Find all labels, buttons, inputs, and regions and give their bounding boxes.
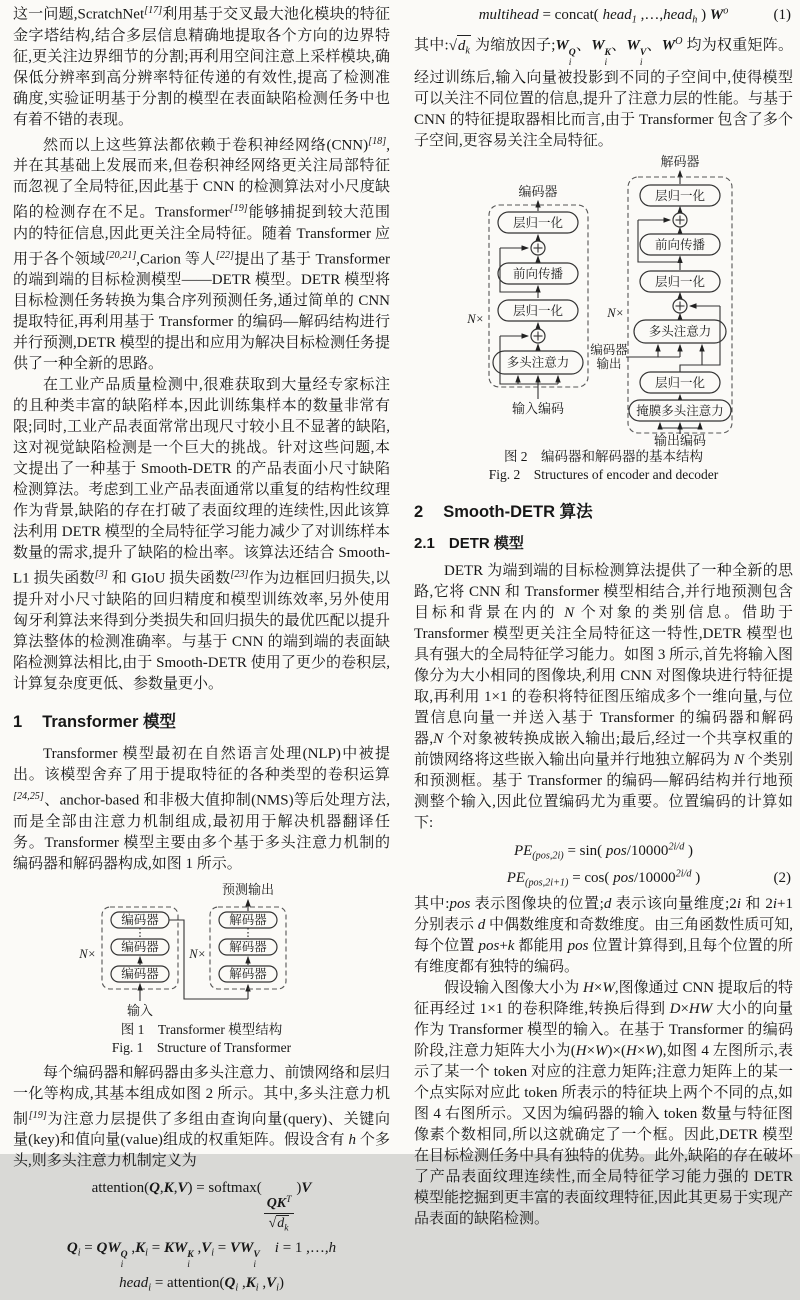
paragraph-multihead-intro: 每个编码器和解码器由多头注意力、前馈网络和层归一化等构成,其基本组成如图 2 所示。其中,多头注意力机制[19]为注意力层提供了多组由查询向量(query)、关键向量(key)和值向量(value)组成的权重矩阵。假设含有 h 个多头,则多头注意力机制定义为 [13, 1064, 390, 1170]
figure-1 [13, 881, 390, 1057]
fig2-multi-head-attention: 多头注意力 [506, 355, 570, 370]
fig2-layer-norm: 层归一化 [512, 304, 564, 319]
fig2-multi-head-attention: 多头注意力 [648, 324, 712, 339]
fig2-feed-forward: 前向传播 [654, 238, 706, 253]
fig1-dots: ⋮ [134, 926, 145, 939]
fig1-decoder-block: 解码器 [228, 939, 267, 954]
fig1-encoder-block: 编码器 [120, 912, 159, 927]
left-column [13, 0, 390, 1300]
fig2-layer-norm: 层归一化 [512, 216, 564, 231]
fig2-encoder-output-label: 输出 [596, 357, 622, 372]
formula-head: head$_i$ = $attention(Q_i$ $,K_i$ $,V_i$) [119, 1275, 284, 1294]
fig2-encoder-title: 编码器 [518, 184, 558, 200]
fig2-output-label: 输出编码 [653, 433, 707, 449]
fig1-output-label: 预测输出 [221, 881, 274, 897]
fig1-n-times-left: N× [78, 946, 96, 961]
paragraph-cnn-limits: 然而以上这些算法都依赖于卷积神经网络(CNN)[18],并在其基础上发展而来,但卷积神经网络更关注局部特征而忽视了全局特征,因此基于 CNN 的检测算法对小尺度缺陷的检测存在不足。Transformer[19]能够捕捉到较大范围内的特征信息,因此更关注全局特征。随着 Transformer 应用于各个领域[20,21],Carion 等人[22]提出了基于 Transformer 的端到端的目标检测模型——DETR 模型。DETR 模型将目标检测任务转换为集合序列预测任务,通过简单的 CNN 提取特征,再利用基于 Transformer 的编码—解码结构进行并行预测,DETR 模型的提出和应用为解决目标检测任务提供了一种全新的思路。 [13, 135, 390, 373]
figure-1-caption-en: Fig. 1 Structure of Transformer [111, 1039, 292, 1055]
section-2-1-heading [414, 532, 793, 553]
formula-pe-even: $PE_{(pos,2i)} = \sin$( pos/$10000^{2i/d}$ ) [513, 841, 694, 862]
section-title: Smooth-DETR 算法 [443, 503, 593, 522]
paragraph-scratchnet: 这一问题,ScratchNet[17]利用基于交叉最大池化模块的特征金字塔结构,结合多层信息精确地提取各个方向的边界特征,更关注边界细节的分割;再利用空间注意上采样模块,确保低分辨率到高分辨率特征传递的有效性,提高了检测准确度,实验证明基于分割的模型在表面缺陷检测任务中也有着不错的表现。 [13, 5, 390, 128]
section-number: 1 [13, 713, 23, 732]
fig2-decoder-title: 解码器 [660, 154, 700, 170]
formula-pe-block [414, 839, 793, 890]
section-number: 2 [414, 503, 424, 522]
figure-2-caption-zh: 图 2 编码器和解码器的基本结构 [503, 449, 704, 465]
paragraph-industrial-detection: 在工业产品质量检测中,很难获取到大量经专家标注的且种类丰富的缺陷样本,因此训练集样本的数量非常有限;同时,工业产品表面常常出现尺寸较小且不显著的缺陷,这对视觉缺陷检测是一个巨大的挑战。针对这些问题,本文提出了一种基于 Smooth-DETR 的产品表面小尺寸缺陷检测算法。考虑到工业产品表面通常以重复的结构性纹理作为背景,缺陷的存在打破了表面纹理的连续性,因此该算法利用 DETR 模型的全局特征学习能力减少了对训练样本数量的需求,提升了缺陷的检出率。该算法还结合 Smooth-L1 损失函数[3] 和 GIoU 损失函数[23]作为边框回归损失,以提升对小尺寸缺陷的回归精度和模型训练效率,另外使用匈牙利算法来得到分类损失和回归损失的最优匹配以提升算法整体的检测准确率。与基于 CNN 的端到端的表面缺陷检测算法相比,由于 Smooth-DETR 使用了更少的卷积层,计算复杂度更低、参数量更小。 [13, 377, 390, 693]
section-2-heading [414, 498, 793, 522]
figure-2-diagram [414, 154, 794, 449]
figure-2 [414, 154, 793, 484]
paragraph-pos-explain: 其中:pos 表示图像块的位置;d 表示该向量维度;2i 和 2i+1 分别表示 d 中偶数维度和奇数维度。由三角函数性质可知,每个位置 pos+k 都能用 pos 位置计算得到,且每个位置的所有维度都有独特的编码。 [414, 896, 794, 976]
paragraph-detr-model: DETR 为端到端的目标检测算法提供了一种全新的思路,它将 CNN 和 Transformer 模型相结合,并行地预测包含目标和背景在内的 N 个对象的类别信息。借助于 Transformer 模型更关注全局特征这一特性,DETR 模型也具有强大的全局特征学习能力。如图 3 所示,首先将输入图像分为大小相同的图像块,利用 CNN 对图像块进行特征提取,再利用 1×1 的卷积将特征图压缩成多个一维向量,与位置信息向量一并送入基于 Transformer 的编码器和解码器,N 个对象被转换成嵌入输出;最后,经过一个共享权重的前馈网络将这些嵌入输出向量并行地独立解码为 N 个类别和预测框。基于 Transformer 的编码—解码结构并行地预测整个输入,因此位置编码尤为重要。位置编码的计算如下: [414, 563, 793, 832]
fig2-feed-forward: 前向传播 [512, 267, 564, 282]
fig2-n-times-left: N× [467, 312, 484, 327]
formula-number-1: (1) [773, 6, 791, 23]
section-title: DETR 模型 [448, 535, 524, 553]
fig2-layer-norm: 层归一化 [654, 275, 706, 290]
section-title: Transformer 模型 [42, 713, 177, 732]
figure-1-caption-zh: 图 1 Transformer 模型结构 [120, 1021, 283, 1037]
fig2-layer-norm: 层归一化 [654, 376, 706, 391]
formula-attention: attention(Q,K,V) = softmax( $QK^T$ √ $d_k$ )V [91, 1180, 312, 1234]
section-number: 2.1 [414, 535, 435, 553]
formula-qkv: $Q_i$ = QW Q i $,K_i$ = KW K i $,V_i$ = VW V i i = 1 ,…,h [66, 1240, 337, 1271]
figure-1-diagram [32, 881, 372, 1019]
fig1-decoder-block: 解码器 [228, 966, 267, 981]
formula-number-2: (2) [773, 869, 791, 886]
formula-pe-odd: $PE_{(pos,2i+1)} = \cos$( pos/$10000^{2i/d}$ ) (2) [506, 867, 791, 889]
section-1-heading [13, 708, 390, 732]
fig2-n-times-right: N× [607, 306, 624, 321]
fig2-input-label: 输入编码 [511, 401, 565, 417]
paragraph-transformer-intro: Transformer 模型最初在自然语言处理(NLP)中被提出。该模型舍弃了用于提取特征的各种类型的卷积运算[24,25]、anchor-based 和非极大值抑制(NMS)等后处理方法,而是全部由注意力机制组成,最初用于解决机器翻译任务。Transformer 模型主要由多个基于多头注意力机制的编码器和解码器构成,如图 1 所示。 [13, 746, 390, 872]
fig2-encoder-output-label: 编码器 [590, 343, 628, 358]
fig2-masked-multi-head-attention: 掩膜多头注意力 [636, 404, 724, 419]
fig1-n-times-right: N× [188, 946, 206, 961]
formula-multihead: multihead = concat( head$_1$ ,…,head$_h$ ) $W^o$ (1) [478, 5, 791, 26]
fig1-encoder-block: 编码器 [120, 966, 159, 981]
fig1-encoder-block: 编码器 [120, 939, 159, 954]
fig2-layer-norm: 层归一化 [654, 189, 706, 204]
figure-2-caption-en: Fig. 2 Structures of encoder and decoder [488, 467, 719, 483]
fig1-dots: ⋮ [242, 926, 253, 939]
fig1-input-label: 输入 [126, 1002, 153, 1018]
fig1-decoder-block: 解码器 [228, 912, 267, 927]
paragraph-attention-matrix: 假设输入图像大小为 H×W,图像通过 CNN 提取后的特征再经过 1×1 的卷积降维,转换后得到 D×HW 大小的向量作为 Transformer 模型的输入。在基于 Transformer 的编码阶段,注意力矩阵大小为(H×W)×(H×W),如图 4 左图所示,表示了某一个 token 对应的注意力矩阵;注意力矩阵上的某一个点实际对应此 token 所表示的特征块上两个不同的点,如图 4 右图所示。又因为编码器的输入 token 数量与特征图像素个数相同,所以这就确定了一个框。因此,DETR 模型在目标检测任务中具有独特的优势。此外,缺陷的存在破坏了产品表面纹理连续性,而全局特征学习能力强的 DETR 模型能挖掘到更丰富的表面纹理特征,因此其更易于实现产品表面的缺陷检测。 [414, 980, 793, 1228]
formula-attention-block [13, 1177, 390, 1296]
paragraph-weight-matrices: 其中: √ $d_k$ 为缩放因子;W Q i 、W K i 、W V i 、$W^O$ 均为权重矩阵。经过训练后,输入向量被投影到不同的子空间中,使得模型可以关注不同位置的信息,提升了注意力层的性能。与基于 CNN 的特征提取器相比而言,由于 Transformer 包含了多个子空间,更容易关注全局特征。 [414, 36, 793, 150]
right-column [414, 0, 793, 1230]
